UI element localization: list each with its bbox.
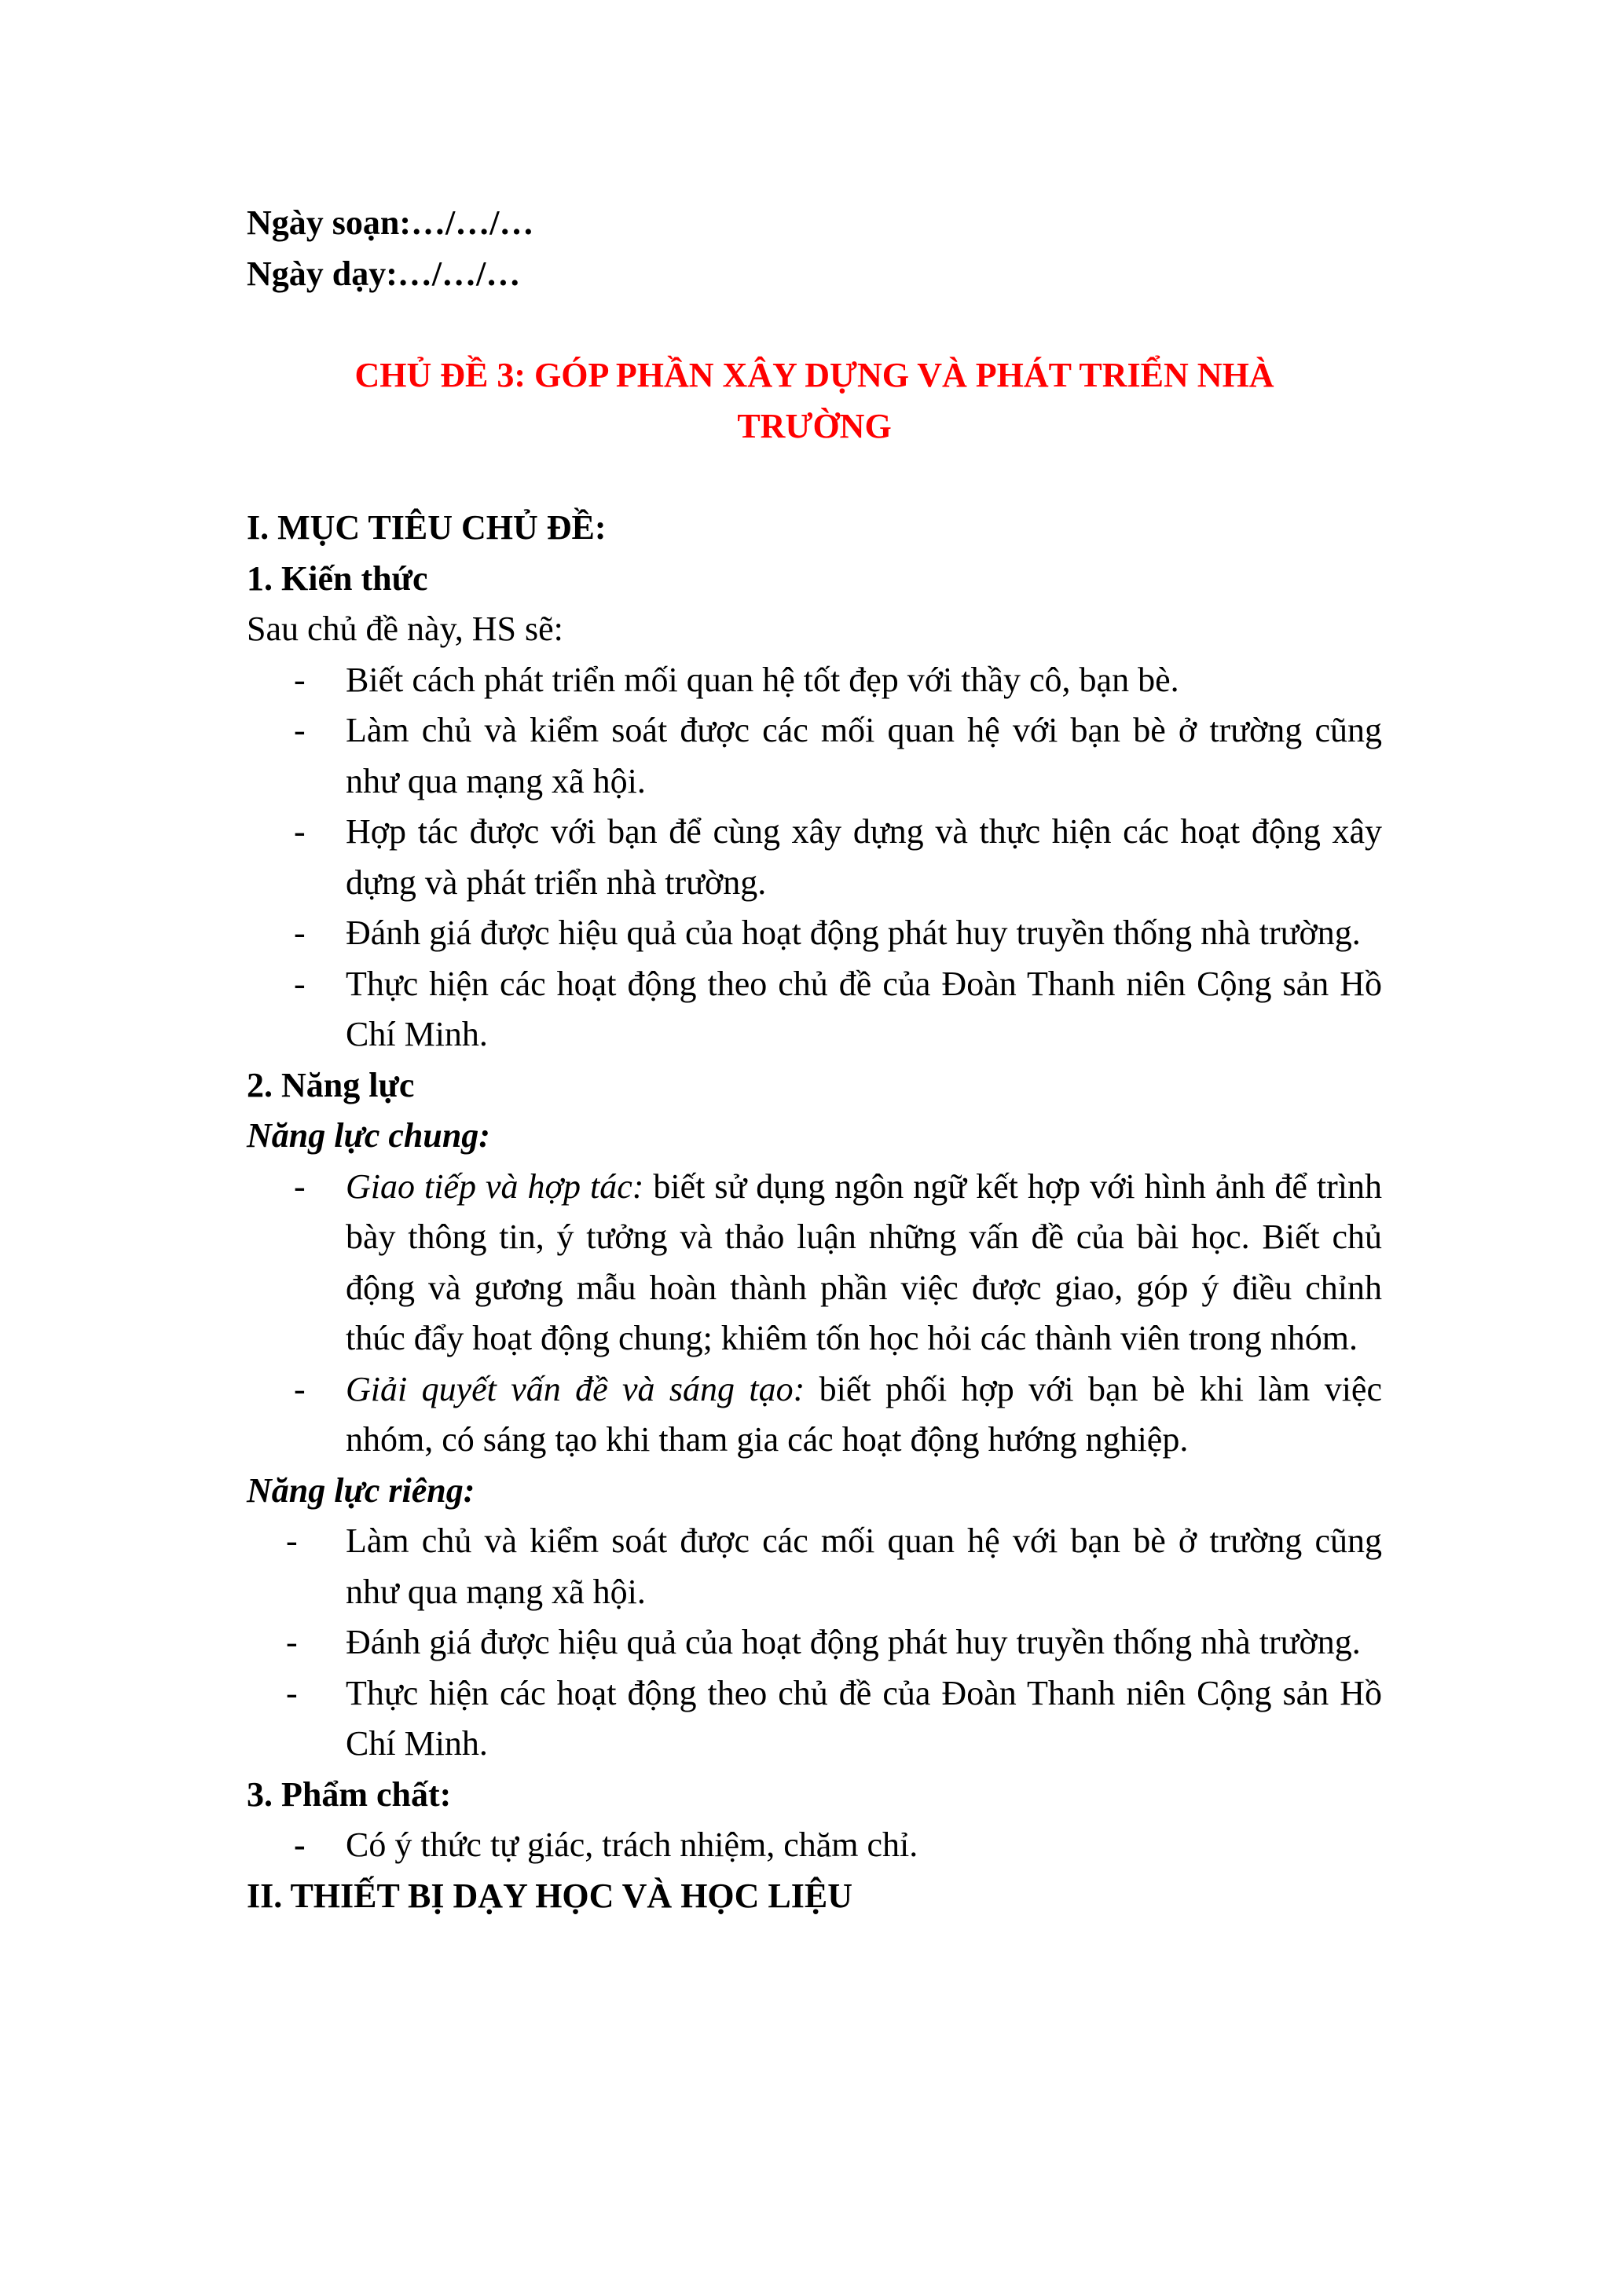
ngay-soan: Ngày soạn:…/…/… — [247, 203, 534, 242]
bullet-dash: - — [294, 964, 306, 1003]
list-item-label: Giải quyết vấn đề và sáng tạo: — [346, 1369, 805, 1408]
kien-thuc-intro: Sau chủ đề này, HS sẽ: — [247, 610, 563, 648]
nang-luc-rieng-heading: Năng lực riêng: — [247, 1470, 475, 1510]
list-item — [247, 1516, 1382, 1617]
list-item-text: Có ý thức tự giác, trách nhiệm, chăm chỉ. — [346, 1825, 918, 1864]
list-item-text: Làm chủ và kiểm soát được các mối quan hệ với bạn bè ở trường cũng như qua mạng xã hội. — [346, 1522, 1382, 1611]
list-item-text: biết phối hợp với bạn bè khi làm việc nhóm, có sáng tạo khi tham gia các hoạt động hướng nghiệp. — [346, 1369, 1382, 1459]
section-1-heading: I. MỤC TIÊU CHỦ ĐỀ: — [247, 508, 607, 547]
nang-luc-rieng-list — [247, 1516, 1382, 1770]
bullet-dash: - — [294, 1166, 306, 1206]
list-item-text: Biết cách phát triển mối quan hệ tốt đẹp với thầy cô, bạn bè. — [346, 660, 1179, 699]
list-item-text: Làm chủ và kiểm soát được các mối quan hệ với bạn bè ở trường cũng như qua mạng xã hội. — [346, 711, 1382, 800]
bullet-dash: - — [286, 1522, 298, 1560]
list-item-text: Thực hiện các hoạt động theo chủ đề của Đoàn Thanh niên Cộng sản Hồ Chí Minh. — [346, 964, 1382, 1053]
list-item-text: Đánh giá được hiệu quả của hoạt động phát huy truyền thống nhà trường. — [346, 1623, 1361, 1661]
list-item — [247, 908, 1382, 959]
nang-luc-heading: 2. Năng lực — [247, 1065, 415, 1104]
list-item — [247, 1364, 1382, 1466]
nang-luc-chung-list — [247, 1162, 1382, 1466]
bullet-dash: - — [294, 711, 306, 749]
list-item — [247, 807, 1382, 908]
bullet-dash: - — [294, 1825, 306, 1864]
title-line-1: CHỦ ĐỀ 3: GÓP PHẦN XÂY DỰNG VÀ PHÁT TRIỂN NHÀ — [354, 356, 1274, 394]
list-item — [247, 1162, 1382, 1364]
list-item-label: Giao tiếp và hợp tác: — [346, 1166, 644, 1206]
title-line-2: TRƯỜNG — [737, 406, 892, 445]
list-item — [247, 1820, 1382, 1871]
list-item — [247, 655, 1382, 706]
bullet-dash: - — [286, 1673, 298, 1712]
bullet-dash: - — [294, 1369, 306, 1408]
list-item-text: Hợp tác được với bạn để cùng xây dựng và thực hiện các hoạt động xây dựng và phát triển nhà trường. — [346, 812, 1382, 902]
ngay-day: Ngày dạy:…/…/… — [247, 254, 521, 293]
bullet-dash: - — [294, 914, 306, 952]
section-2-heading: II. THIẾT BỊ DẠY HỌC VÀ HỌC LIỆU — [247, 1876, 853, 1915]
list-item-text: Thực hiện các hoạt động theo chủ đề của Đoàn Thanh niên Cộng sản Hồ Chí Minh. — [346, 1673, 1382, 1763]
bullet-dash: - — [294, 660, 306, 699]
bullet-dash: - — [294, 812, 306, 851]
list-item-text: biết sử dụng ngôn ngữ kết hợp với hình ảnh để trình bày thông tin, ý tưởng và thảo luận những vấn đề của bài học. Biết chủ động và gương mẫu hoàn thành phần việc được giao, góp ý điều chỉnh thúc đẩy hoạt động chung; khiêm tốn học hỏi các thành viên trong nhóm. — [346, 1166, 1382, 1357]
kien-thuc-list — [247, 655, 1382, 1060]
nang-luc-chung-heading: Năng lực chung: — [247, 1116, 490, 1155]
list-item — [247, 959, 1382, 1060]
document-title — [247, 350, 1382, 452]
list-item — [247, 1668, 1382, 1770]
list-item — [247, 1617, 1382, 1668]
bullet-dash: - — [286, 1623, 298, 1661]
document-page — [247, 198, 1382, 1921]
pham-chat-list — [247, 1820, 1382, 1871]
pham-chat-heading: 3. Phẩm chất: — [247, 1774, 452, 1814]
list-item-text: Đánh giá được hiệu quả của hoạt động phát huy truyền thống nhà trường. — [346, 914, 1361, 952]
list-item — [247, 705, 1382, 807]
kien-thuc-heading: 1. Kiến thức — [247, 558, 428, 598]
